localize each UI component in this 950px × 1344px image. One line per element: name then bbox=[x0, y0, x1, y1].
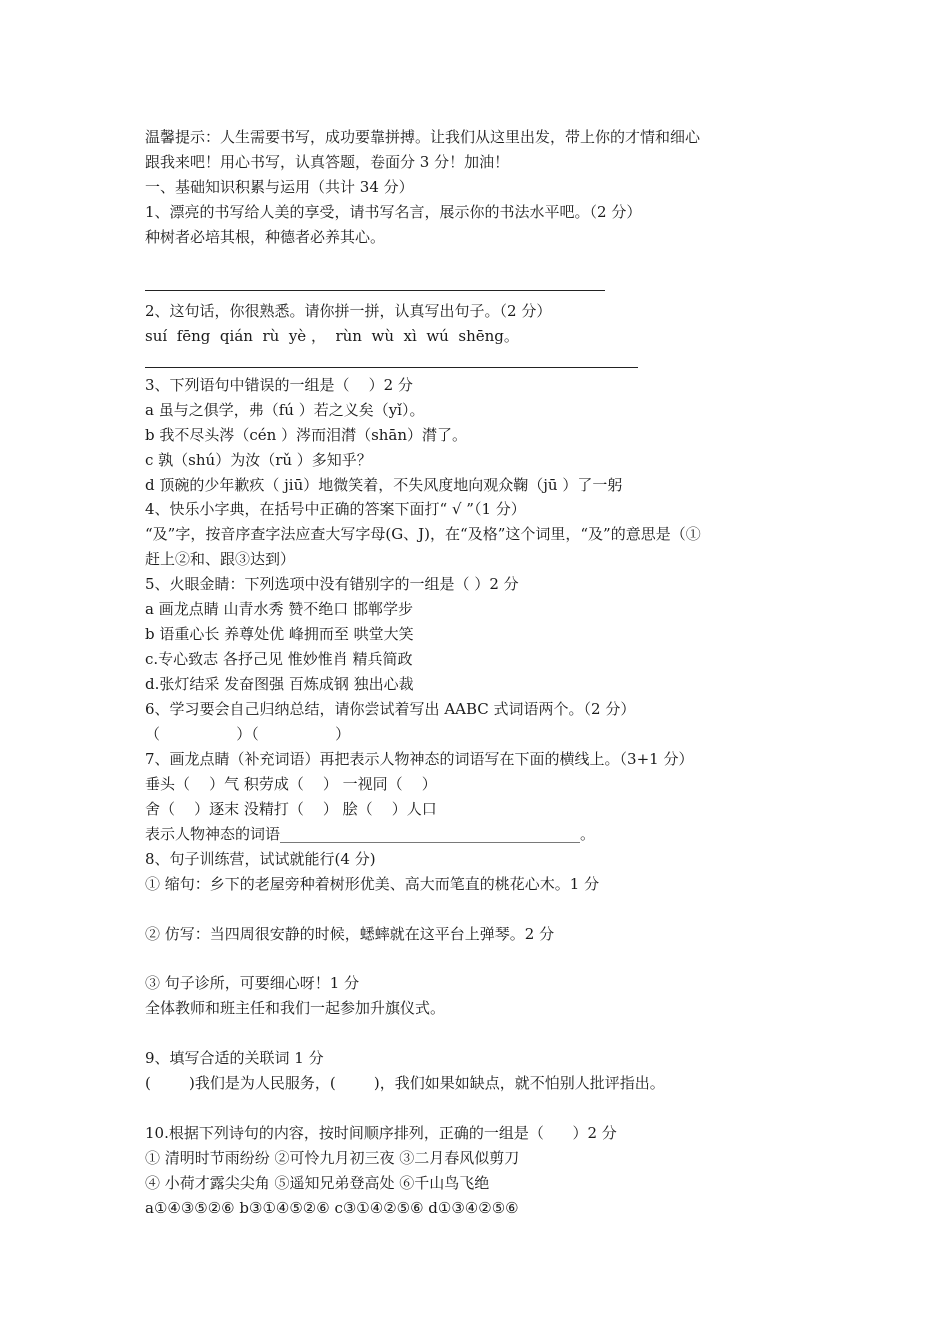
question-3-option-a: a 虽与之俱学，弗（fú ）若之义矣（yǐ）。 bbox=[145, 401, 425, 419]
question-8-part-3: ③ 句子诊所，可要细心呀！1 分 bbox=[145, 974, 360, 992]
question-2: 2、这句话，你很熟悉。请你拼一拼，认真写出句子。（2 分） bbox=[145, 302, 552, 320]
question-7-row-2: 舍（ ）逐末 没精打（ ） 脍（ ）人口 bbox=[145, 800, 437, 818]
question-10: 10.根据下列诗句的内容，按时间顺序排列，正确的一组是（ ）2 分 bbox=[145, 1124, 617, 1142]
question-8: 8、句子训练营，试试就能行(4 分) bbox=[145, 850, 376, 868]
question-8-part-2: ② 仿写：当四周很安静的时候，蟋蟀就在这平台上弹琴。2 分 bbox=[145, 925, 555, 943]
question-4-body-1: “及”字，按音序查字法应查大写字母(G、J)，在“及格”这个词里，“及”的意思是（① bbox=[145, 525, 701, 543]
question-9-sentence: ( )我们是为人民服务，( )，我们如果如缺点，就不怕别人批评指出。 bbox=[145, 1074, 665, 1092]
question-2-pinyin: suí fēng qián rù yè ， rùn wù xì wú shēng。 bbox=[145, 327, 519, 345]
question-10-options: a①④③⑤②⑥ b③①④⑤②⑥ c③①④②⑤⑥ d①③④②⑤⑥ bbox=[145, 1199, 519, 1217]
tip-line-2: 跟我来吧！用心书写，认真答题，卷面分 3 分！加油！ bbox=[145, 153, 510, 171]
question-3-option-c: c 孰（shú）为汝（rǔ ）多知乎？ bbox=[145, 451, 372, 469]
question-5-option-d: d.张灯结采 发奋图强 百炼成钢 独出心裁 bbox=[145, 675, 414, 693]
question-3-option-d: d 顶碗的少年歉疚（ jiū）地微笑着，不失风度地向观众鞠（jū ）了一躬 bbox=[145, 476, 623, 494]
question-4: 4、快乐小字典，在括号中正确的答案下面打“ √ ”（1 分） bbox=[145, 500, 526, 518]
question-5-option-a: a 画龙点睛 山青水秀 赞不绝口 邯郸学步 bbox=[145, 600, 414, 618]
question-5: 5、火眼金睛：下列选项中没有错别字的一组是（ ）2 分 bbox=[145, 575, 519, 593]
question-3-option-b: b 我不尽头涔（cén ）涔而泪潸（shān）潸了。 bbox=[145, 426, 468, 444]
question-3: 3、下列语句中错误的一组是（ ）2 分 bbox=[145, 376, 413, 394]
question-7-answer-line: 表示人物神态的词语________________________________________。 bbox=[145, 825, 596, 843]
answer-line-2 bbox=[145, 367, 638, 368]
question-6-blanks: （ ）（ ） bbox=[145, 725, 351, 743]
question-1-quote: 种树者必培其根，种德者必养其心。 bbox=[145, 228, 386, 246]
question-7: 7、画龙点睛（补充词语）再把表示人物神态的词语写在下面的横线上。（3+1 分） bbox=[145, 750, 694, 768]
question-8-part-1: ① 缩句：乡下的老屋旁种着树形优美、高大而笔直的桃花心木。1 分 bbox=[145, 875, 600, 893]
question-10-poems-2: ④ 小荷才露尖尖角 ⑤遥知兄弟登高处 ⑥千山鸟飞绝 bbox=[145, 1174, 490, 1192]
tip-line-1: 温馨提示：人生需要书写，成功要靠拼搏。让我们从这里出发，带上你的才情和细心 bbox=[145, 128, 701, 146]
question-6: 6、学习要会自己归纳总结，请你尝试着写出 AABC 式词语两个。（2 分） bbox=[145, 700, 636, 718]
answer-line-1 bbox=[145, 290, 605, 291]
question-7-row-1: 垂头（ ）气 积劳成（ ） 一视同（ ） bbox=[145, 775, 437, 793]
question-8-part-3-sentence: 全体教师和班主任和我们一起参加升旗仪式。 bbox=[145, 999, 446, 1017]
question-10-poems-1: ① 清明时节雨纷纷 ②可怜九月初三夜 ③二月春风似剪刀 bbox=[145, 1149, 520, 1167]
section-heading: 一、基础知识积累与运用（共计 34 分） bbox=[145, 178, 414, 196]
question-9: 9、填写合适的关联词 1 分 bbox=[145, 1049, 324, 1067]
question-5-option-c: c.专心致志 各抒己见 惟妙惟肖 精兵简政 bbox=[145, 650, 413, 668]
question-1: 1、漂亮的书写给人美的享受，请书写名言，展示你的书法水平吧。（2 分） bbox=[145, 203, 642, 221]
question-4-body-2: 赶上②和、跟③达到） bbox=[145, 550, 296, 568]
question-5-option-b: b 语重心长 养尊处优 峰拥而至 哄堂大笑 bbox=[145, 625, 414, 643]
